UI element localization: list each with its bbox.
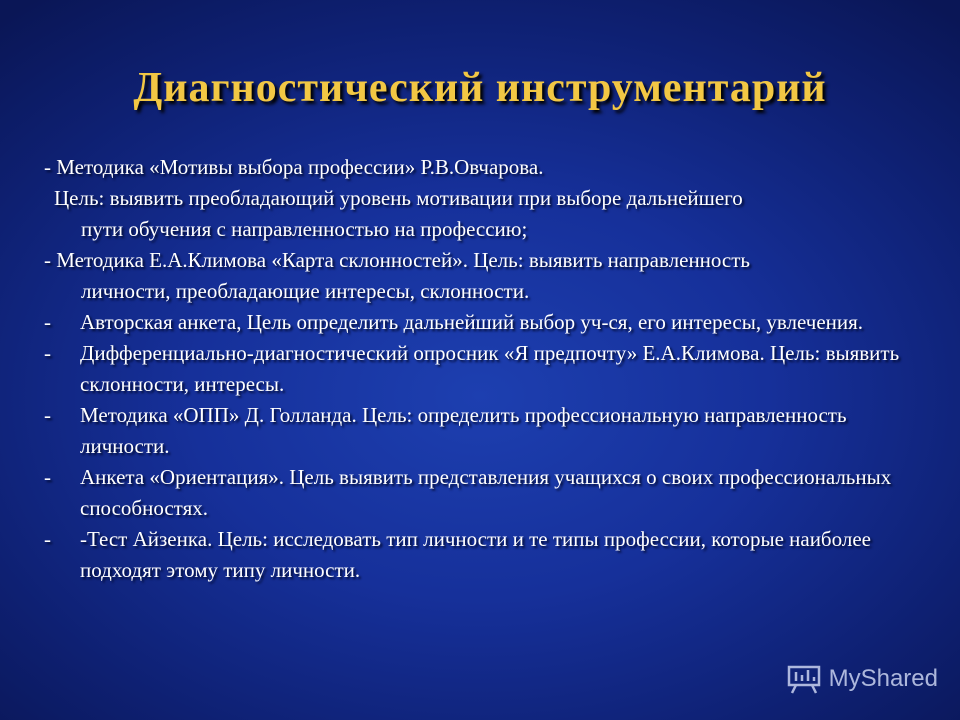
list-item [40, 400, 935, 462]
list-item-text: Методика «ОПП» Д. Голланда. Цель: определить профессиональную направленность личности. [80, 403, 847, 458]
list-item-text: -Тест Айзенка. Цель: исследовать тип личности и те типы профессии, которые наиболее подходят этому типу личности. [80, 527, 871, 582]
klimov-line-1: - Методика Е.А.Климова «Карта склонностей». Цель: выявить направленность [44, 248, 751, 272]
list-item [40, 307, 935, 338]
intro-line: - Методика «Мотивы выбора профессии» Р.В.Овчарова. [44, 155, 544, 179]
myshared-watermark [787, 664, 938, 694]
presentation-board-icon [787, 664, 821, 694]
list-dash: - [44, 310, 51, 334]
list-item-text: Анкета «Ориентация». Цель выявить представления учащихся о своих профессиональных способностях. [80, 465, 892, 520]
list-dash: - [44, 403, 51, 427]
slide-title: Диагностический инструментарий [133, 65, 827, 111]
goal-line-1: Цель: выявить преобладающий уровень мотивации при выборе дальнейшего [54, 186, 743, 210]
list-dash: - [44, 341, 51, 365]
klimov-line-2: личности, преобладающие интересы, склонности. [81, 279, 530, 303]
goal-line-2: пути обучения с направленностью на профессию; [81, 217, 528, 241]
list-item-text: Авторская анкета, Цель определить дальнейший выбор уч-ся, его интересы, увлечения. [80, 310, 864, 334]
slide-body [40, 152, 935, 586]
list-item [40, 524, 935, 586]
list-dash: - [44, 527, 51, 551]
list-item-text: Дифференциально-диагностический опросник «Я предпочту» Е.А.Климова. Цель: выявить склонности, интересы. [80, 341, 900, 396]
watermark-text: MyShared [828, 665, 938, 692]
list-item [40, 462, 935, 524]
list-dash: - [44, 465, 51, 489]
list-item [40, 338, 935, 400]
